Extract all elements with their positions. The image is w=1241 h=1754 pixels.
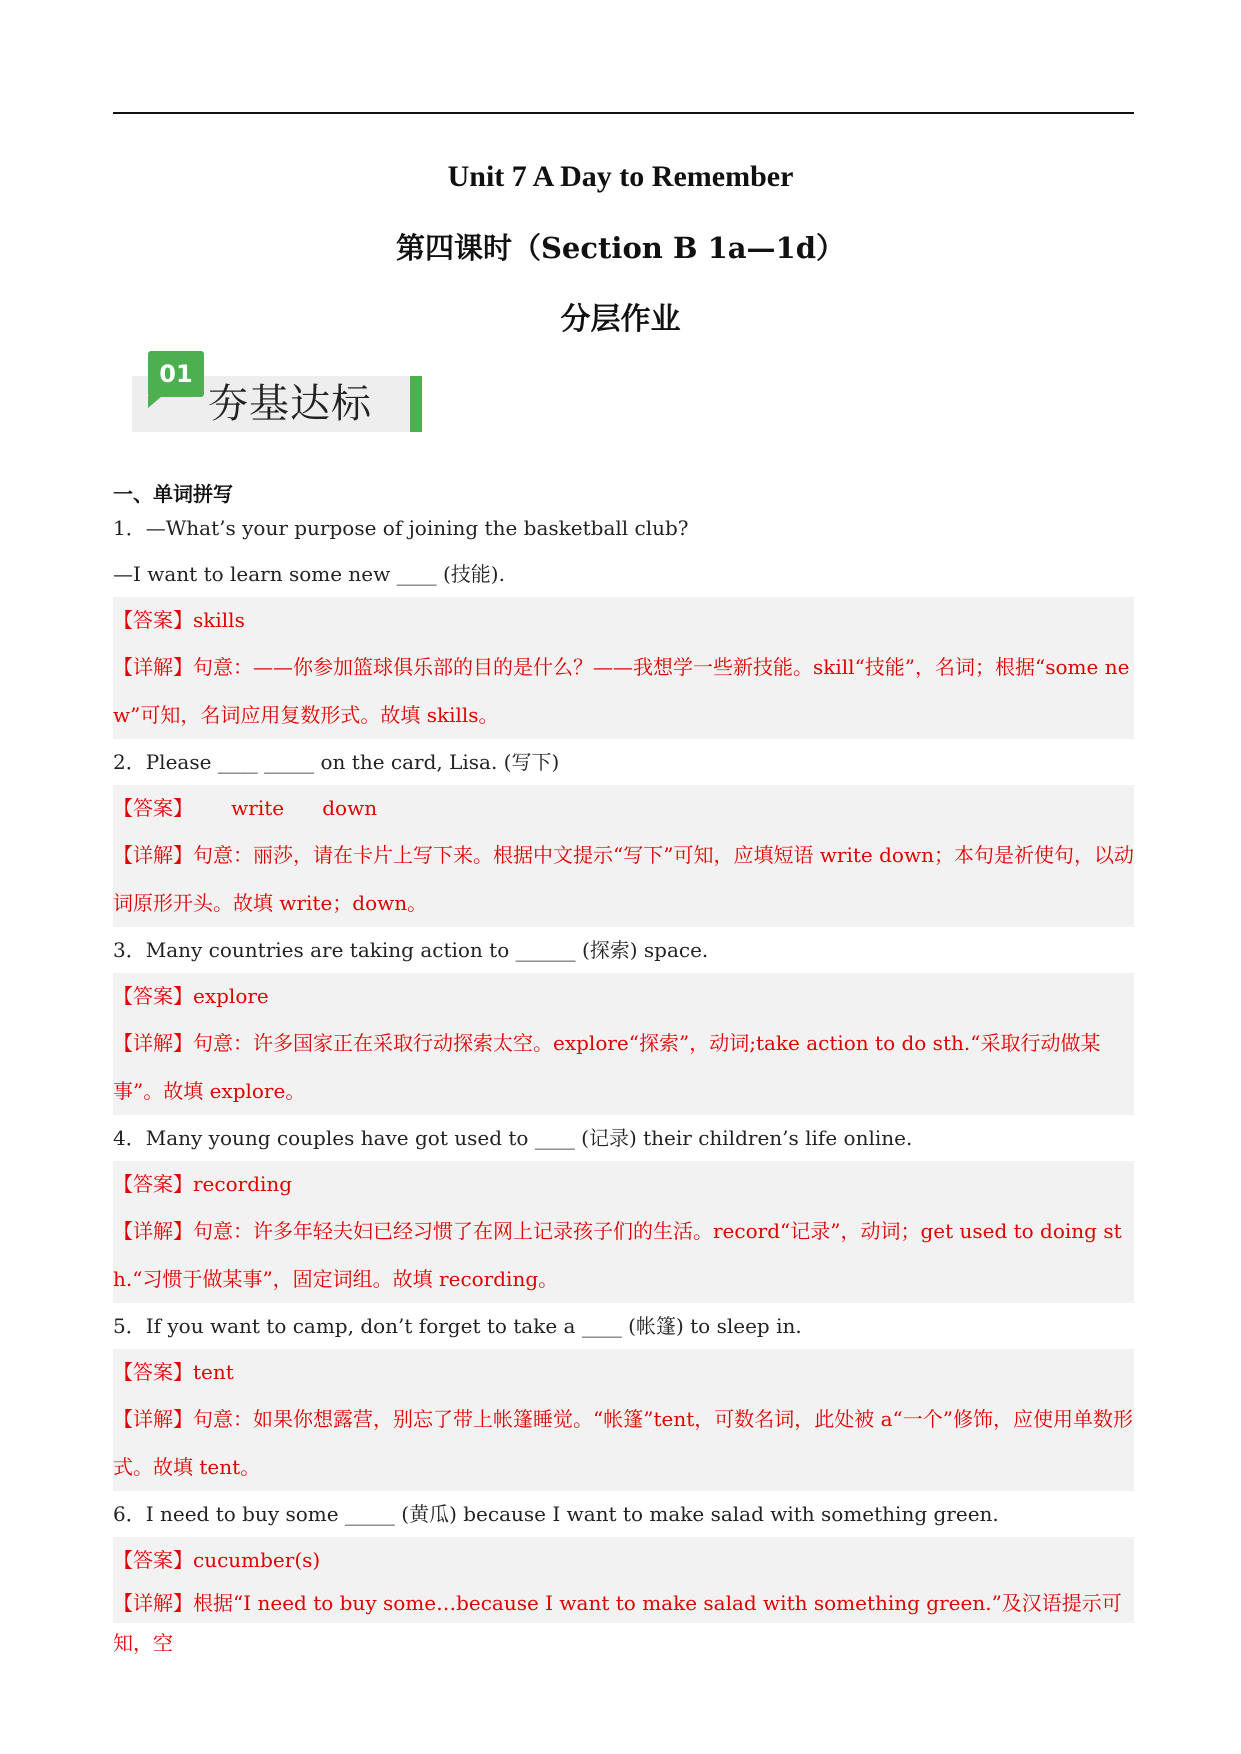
answer-detail: 【详解】句意：丽莎，请在卡片上写下来。根据中文提示“写下”可知，应填短语 write down；本句是祈使句，以动词原形开头。故填 write；down。 [113,831,1134,927]
question-item [113,505,1134,739]
question-text: 2．Please ____ _____ on the card, Lisa. (写下) [113,750,560,774]
answer-value: explore [193,984,269,1008]
question-text: 1．—What’s your purpose of joining the basketball club? [113,516,689,540]
question-item [113,1115,1134,1303]
answer-row [113,785,1134,831]
answer-label: 【答案】 [113,1548,193,1572]
question-item [113,927,1134,1115]
question-item [113,739,1134,927]
answer-detail: 【详解】根据“I need to buy some…because I want to make salad with something green.”及汉语提示可知，空 [113,1583,1134,1623]
answer-label: 【答案】 [113,1172,193,1196]
header-rule [113,112,1134,114]
answer-label: 【答案】 [113,608,193,632]
page-title: Unit 7 A Day to Remember [447,160,794,193]
answer-label: 【答案】 [113,984,193,1008]
badge-label: 夯基达标 [208,381,372,427]
question-item [113,1303,1134,1491]
answer-detail: 【详解】句意：——你参加篮球俱乐部的目的是什么？——我想学一些新技能。skill“技能”，名词；根据“some new”可知，名词应用复数形式。故填 skills。 [113,643,1134,739]
answer-value: skills [193,608,245,632]
question-text: 4．Many young couples have got used to ____ (记录) their children’s life online. [113,1126,913,1150]
question-list [113,505,1134,1655]
page-subtitle: 第四课时（Section B 1a—1d） [395,231,846,265]
section-badge [130,346,430,434]
speech-tail-icon [148,396,162,408]
answer-value: recording [193,1172,293,1196]
answer-label: 【答案】 [113,796,193,820]
answer-detail: 【详解】句意：许多年轻夫妇已经习惯了在网上记录孩子们的生活。record“记录”，动词；get used to doing sth.“习惯于做某事”，固定词组。故填 recording。 [113,1207,1134,1303]
answer-value: tent [193,1360,234,1384]
answer-label: 【答案】 [113,1360,193,1384]
answer-detail: 【详解】句意：如果你想露营，别忘了带上帐篷睡觉。“帐篷”tent，可数名词，此处被 a“一个”修饰，应使用单数形式。故填 tent。 [113,1395,1134,1491]
answer-value: cucumber(s) [193,1548,321,1572]
answer-row [113,1161,1134,1207]
page-subtitle-2: 分层作业 [560,302,681,337]
answer-row [113,973,1134,1019]
question-text: —I want to learn some new ____ (技能). [113,562,505,586]
answer-row [113,597,1134,643]
answer-row [113,1349,1134,1395]
answer-value: write down [193,796,378,820]
badge-accent-bar [410,376,422,432]
question-text: 6．I need to buy some _____ (黄瓜) because I want to make salad with something green. [113,1502,999,1526]
question-item [113,1491,1134,1655]
section-heading: 一、单词拼写 [113,482,233,506]
answer-row [113,1537,1134,1583]
badge-number: 01 [148,351,204,397]
question-text: 3．Many countries are taking action to ______ (探索) space. [113,938,709,962]
question-text: 5．If you want to camp, don’t forget to take a ____ (帐篷) to sleep in. [113,1314,802,1338]
answer-detail: 【详解】句意：许多国家正在采取行动探索太空。explore“探索”，动词;take action to do sth.“采取行动做某事”。故填 explore。 [113,1019,1134,1115]
